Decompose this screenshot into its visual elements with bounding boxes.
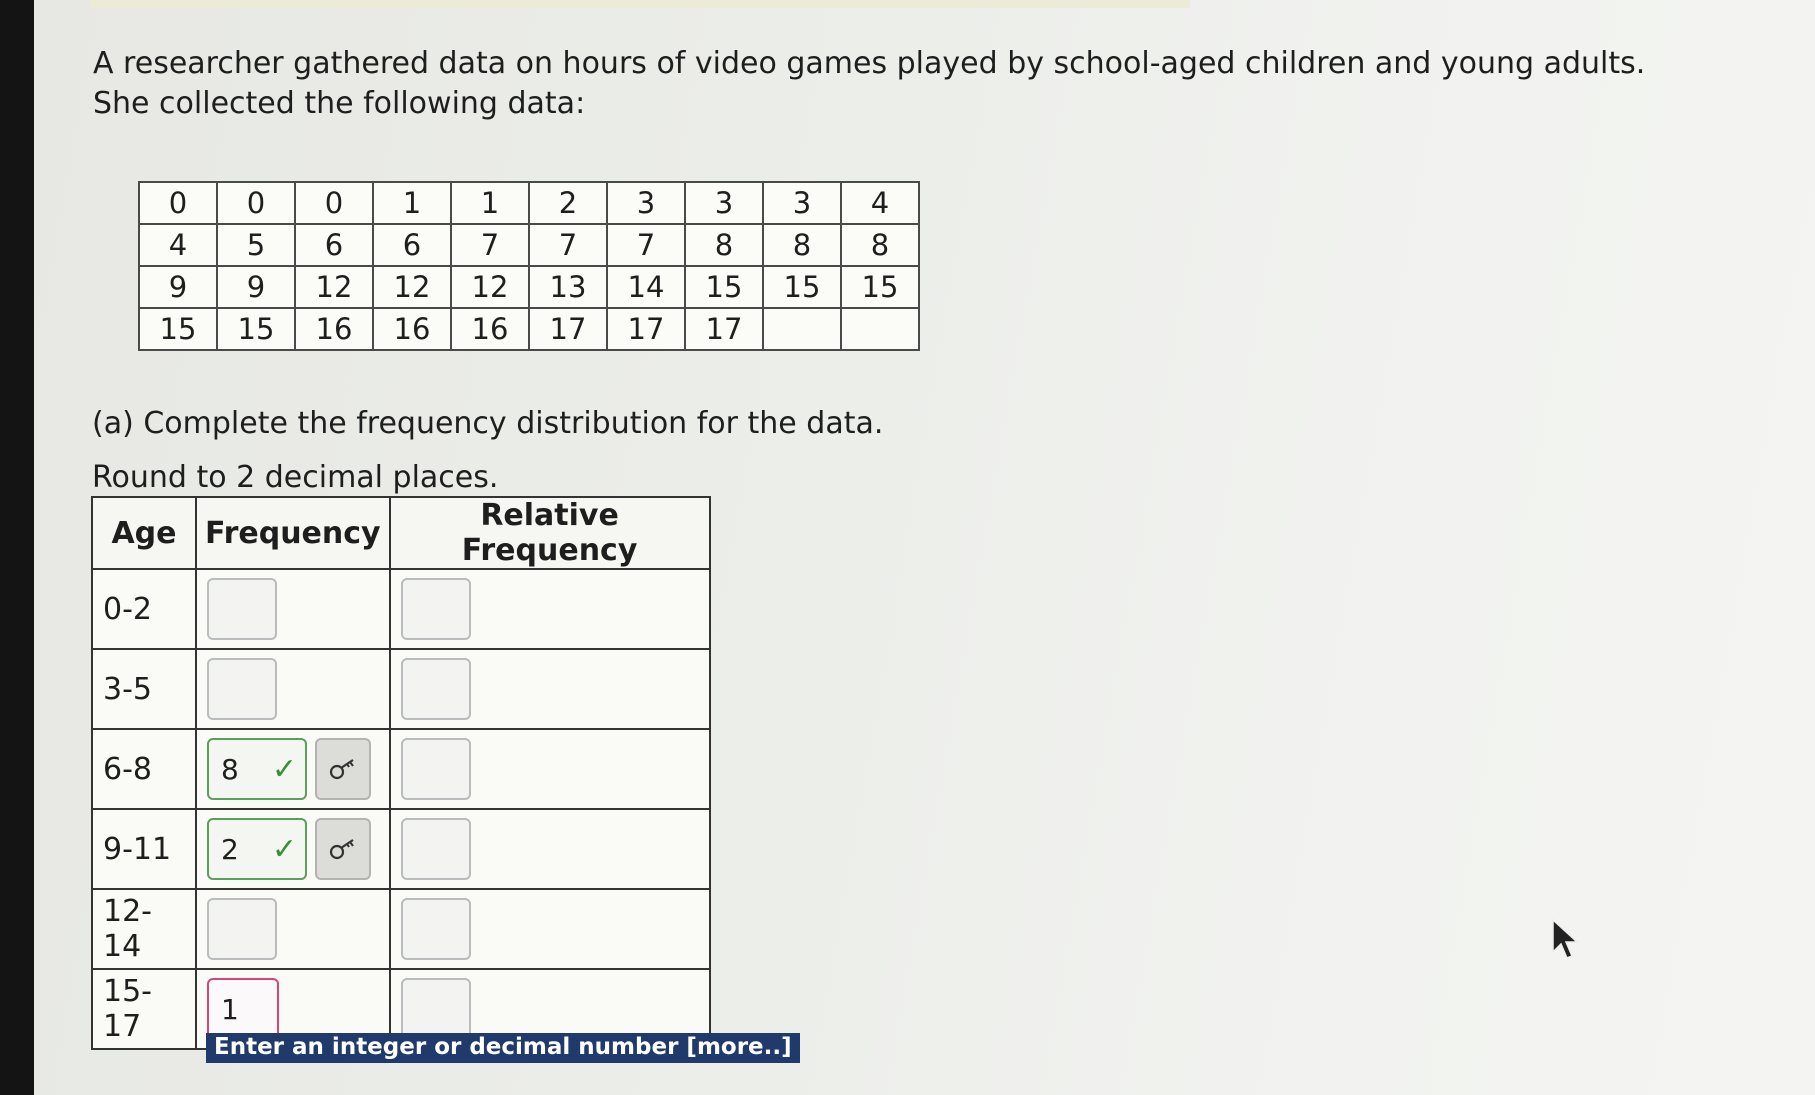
table-row [92, 809, 710, 889]
header-relative-frequency: Relative Frequency [390, 497, 710, 569]
data-cell: 17 [529, 308, 607, 350]
answer-key-button[interactable] [315, 818, 371, 880]
frequency-input[interactable] [207, 578, 277, 640]
check-icon: ✓ [271, 831, 297, 867]
table-row [139, 224, 919, 266]
frequency-input[interactable] [207, 658, 277, 720]
data-cell: 17 [685, 308, 763, 350]
data-cell: 1 [373, 182, 451, 224]
data-cell: 3 [607, 182, 685, 224]
data-cell: 6 [295, 224, 373, 266]
data-cell: 2 [529, 182, 607, 224]
relative-frequency-input[interactable] [401, 978, 471, 1040]
relative-frequency-input[interactable] [401, 738, 471, 800]
data-cell: 13 [529, 266, 607, 308]
data-cell: 15 [217, 308, 295, 350]
data-cell [841, 308, 919, 350]
table-row [92, 649, 710, 729]
data-cell: 0 [217, 182, 295, 224]
part-a-prompt: (a) Complete the frequency distribution for the data. [92, 406, 884, 441]
data-cell: 8 [763, 224, 841, 266]
data-cell: 14 [607, 266, 685, 308]
table-row [92, 729, 710, 809]
round-note: Round to 2 decimal places. [92, 460, 499, 495]
frequency-input[interactable]: 1 [207, 978, 279, 1040]
age-label: 0-2 [92, 569, 196, 649]
answer-key-button[interactable] [315, 738, 371, 800]
frequency-value: 2 [221, 832, 239, 866]
check-icon: ✓ [271, 751, 297, 787]
data-cell: 15 [841, 266, 919, 308]
top-strip [90, 0, 1190, 8]
data-cell: 3 [685, 182, 763, 224]
data-cell: 12 [373, 266, 451, 308]
age-label: 3-5 [92, 649, 196, 729]
data-cell: 7 [529, 224, 607, 266]
age-label: 15-17 [92, 969, 196, 1049]
key-icon [328, 757, 358, 781]
data-cell: 5 [217, 224, 295, 266]
data-cell: 7 [451, 224, 529, 266]
table-row [92, 569, 710, 649]
frequency-table [91, 496, 711, 1050]
table-row [139, 308, 919, 350]
frequency-input[interactable] [207, 898, 277, 960]
intro-text: A researcher gathered data on hours of video games played by school-aged children and young adults. She collected the following data: [93, 46, 1646, 121]
header-row [92, 497, 710, 569]
relative-frequency-input[interactable] [401, 818, 471, 880]
relative-frequency-input[interactable] [401, 578, 471, 640]
frequency-input[interactable] [207, 738, 307, 800]
data-cell [763, 308, 841, 350]
data-cell: 15 [763, 266, 841, 308]
age-label: 12-14 [92, 889, 196, 969]
data-cell: 9 [217, 266, 295, 308]
header-age: Age [92, 497, 196, 569]
data-cell: 4 [139, 224, 217, 266]
data-cell: 12 [295, 266, 373, 308]
screen-bezel [0, 0, 34, 1095]
header-frequency: Frequency [196, 497, 390, 569]
table-row [139, 266, 919, 308]
frequency-value: 8 [221, 752, 239, 786]
frequency-input[interactable] [207, 818, 307, 880]
data-cell: 1 [451, 182, 529, 224]
data-cell: 8 [685, 224, 763, 266]
data-cell: 3 [763, 182, 841, 224]
data-cell: 12 [451, 266, 529, 308]
data-cell: 16 [373, 308, 451, 350]
data-cell: 8 [841, 224, 919, 266]
data-cell: 6 [373, 224, 451, 266]
data-table [138, 181, 920, 351]
key-icon [328, 837, 358, 861]
data-cell: 16 [295, 308, 373, 350]
data-cell: 0 [139, 182, 217, 224]
relative-frequency-input[interactable] [401, 898, 471, 960]
data-cell: 0 [295, 182, 373, 224]
data-cell: 4 [841, 182, 919, 224]
input-hint-tooltip[interactable]: Enter an integer or decimal number [more..] [206, 1033, 800, 1063]
data-cell: 17 [607, 308, 685, 350]
table-row [92, 889, 710, 969]
relative-frequency-input[interactable] [401, 658, 471, 720]
mouse-cursor-icon [1551, 918, 1581, 962]
data-cell: 16 [451, 308, 529, 350]
data-cell: 15 [685, 266, 763, 308]
data-cell: 7 [607, 224, 685, 266]
age-label: 6-8 [92, 729, 196, 809]
age-label: 9-11 [92, 809, 196, 889]
data-cell: 15 [139, 308, 217, 350]
data-cell: 9 [139, 266, 217, 308]
table-row [139, 182, 919, 224]
